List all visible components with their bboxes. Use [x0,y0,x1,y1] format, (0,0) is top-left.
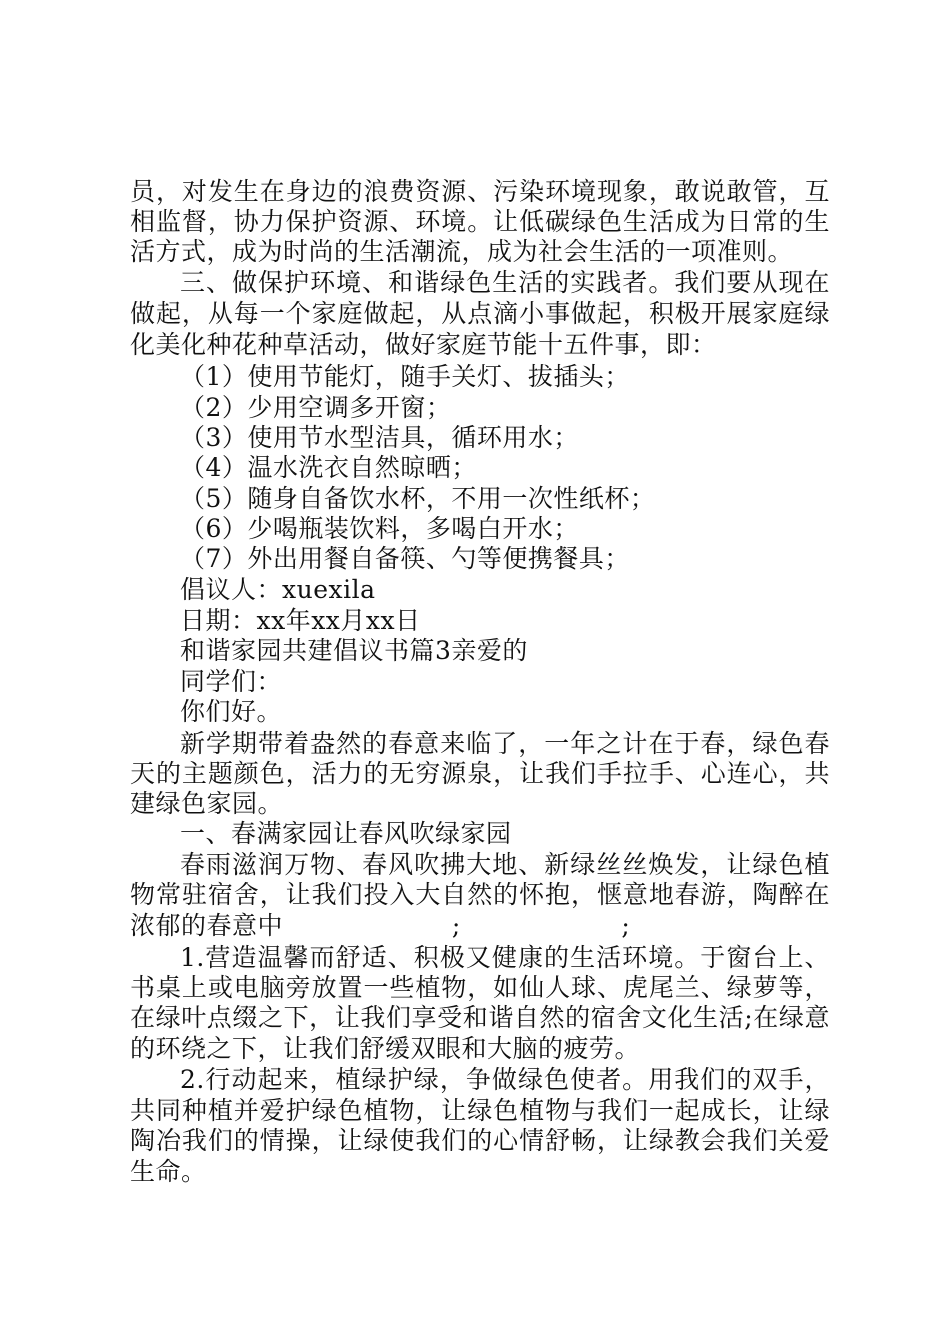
list-item: （3）使用节水型洁具，循环用水； [180,423,579,452]
paragraph-line: 共同种植并爱护绿色植物，让绿色植物与我们一起成长，让绿 [130,1096,830,1125]
paragraph-line: 1.营造温馨而舒适、积极又健康的生活环境。于窗台上、 [180,943,830,972]
paragraph-line: 员，对发生在身边的浪费资源、污染环境现象，敢说敢管，互 [130,177,830,206]
paragraph-line: 天的主题颜色，活力的无穷源泉，让我们手拉手、心连心，共 [130,759,830,788]
paragraph-line: 相监督，协力保护资源、环境。让低碳绿色生活成为日常的生 [130,207,830,236]
paragraph-line: 物常驻宿舍，让我们投入大自然的怀抱，惬意地春游，陶醉在 [130,880,830,909]
paragraph-line: 浓郁的春意中 ; ; [130,911,631,940]
section-heading-line: 一、春满家园让春风吹绿家园 [180,819,512,848]
list-item: （2）少用空调多开窗； [180,393,452,422]
paragraph-line: 生命。 [130,1157,207,1186]
list-item: （5）随身自备饮水杯，不用一次性纸杯； [180,484,656,513]
paragraph-line: 的环绕之下，让我们舒缓双眼和大脑的疲劳。 [130,1034,641,1063]
paragraph-line: 春雨滋润万物、春风吹拂大地、新绿丝丝焕发，让绿色植 [180,850,830,879]
paragraph-line: 在绿叶点缀之下，让我们享受和谐自然的宿舍文化生活;在绿意 [130,1003,830,1032]
paragraph-line: 书桌上或电脑旁放置一些植物，如仙人球、虎尾兰、绿萝等， [130,973,830,1002]
list-item: （4）温水洗衣自然晾晒； [180,453,477,482]
paragraph-line: 陶冶我们的情操，让绿使我们的心情舒畅，让绿教会我们关爱 [130,1126,830,1155]
paragraph-line: 新学期带着盎然的春意来临了，一年之计在于春，绿色春 [180,729,830,758]
paragraph-line: 建绿色家园。 [130,789,284,818]
greeting: 你们好。 [180,697,283,726]
section-heading-line: 三、做保护环境、和谐绿色生活的实践者。我们要从现在 [180,268,830,297]
article-title: 和谐家园共建倡议书篇3亲爱的 [180,636,528,665]
paragraph-line: 做起，从每一个家庭做起，从点滴小事做起，积极开展家庭绿 [130,299,830,328]
date-line: 日期：xx年xx月xx日 [180,606,421,635]
paragraph-line: 2.行动起来，植绿护绿，争做绿色使者。用我们的双手， [180,1065,830,1094]
list-item: （6）少喝瓶装饮料，多喝白开水； [180,514,579,543]
salutation: 同学们： [180,667,283,696]
signature-line: 倡议人：xuexila [180,575,376,604]
paragraph-line: 化美化种花种草活动，做好家庭节能十五件事，即： [130,330,717,359]
list-item: （7）外出用餐自备筷、勺等便携餐具； [180,544,630,573]
paragraph-line: 活方式，成为时尚的生活潮流，成为社会生活的一项准则。 [130,237,794,266]
list-item: （1）使用节能灯，随手关灯、拔插头； [180,362,630,391]
